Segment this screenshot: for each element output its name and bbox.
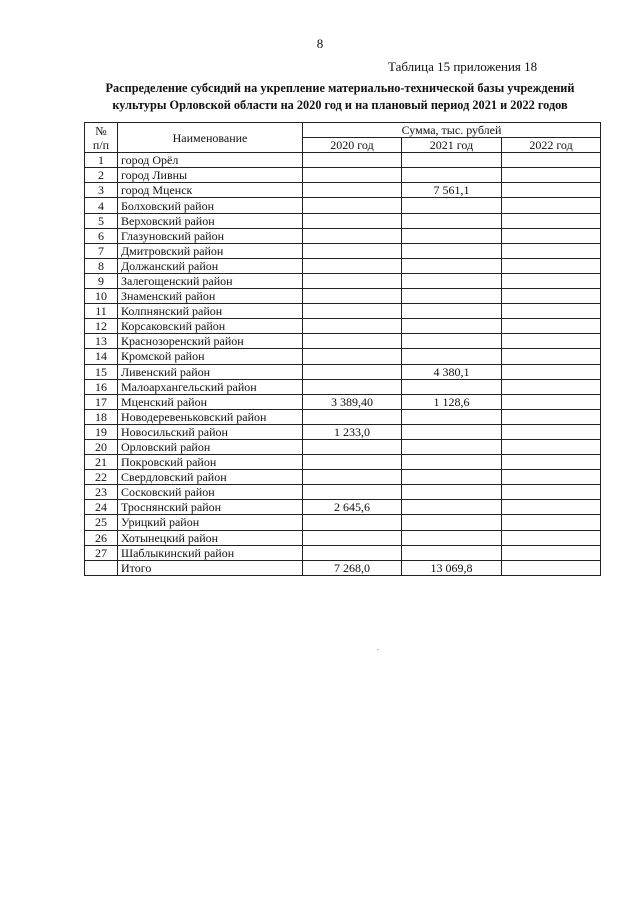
table-row bbox=[85, 228, 601, 243]
row-name: город Мценск bbox=[118, 183, 303, 198]
row-number: 18 bbox=[85, 409, 118, 424]
row-name: Малоархангельский район bbox=[118, 379, 303, 394]
row-2021 bbox=[402, 258, 502, 273]
table-row bbox=[85, 289, 601, 304]
row-2020 bbox=[303, 334, 402, 349]
header-number-line2: п/п bbox=[92, 137, 110, 152]
row-2020 bbox=[303, 213, 402, 228]
row-2021 bbox=[402, 213, 502, 228]
row-number: 21 bbox=[85, 455, 118, 470]
total-number-cell bbox=[85, 560, 118, 575]
row-2020 bbox=[303, 379, 402, 394]
row-2020 bbox=[303, 304, 402, 319]
row-number: 10 bbox=[85, 289, 118, 304]
row-2020 bbox=[303, 183, 402, 198]
row-2022 bbox=[502, 273, 601, 288]
row-2021 bbox=[402, 455, 502, 470]
row-name: Колпнянский район bbox=[118, 304, 303, 319]
row-2022 bbox=[502, 228, 601, 243]
row-name: Кромской район bbox=[118, 349, 303, 364]
row-name: Шаблыкинский район bbox=[118, 545, 303, 560]
row-2021 bbox=[402, 545, 502, 560]
row-number: 25 bbox=[85, 515, 118, 530]
row-name: Ливенский район bbox=[118, 364, 303, 379]
total-label: Итого bbox=[118, 560, 303, 575]
row-2020 bbox=[303, 364, 402, 379]
row-2020 bbox=[303, 545, 402, 560]
row-2022 bbox=[502, 439, 601, 454]
row-name: Сосковский район bbox=[118, 485, 303, 500]
table-row bbox=[85, 304, 601, 319]
total-2022 bbox=[502, 560, 601, 575]
row-2021 bbox=[402, 319, 502, 334]
row-2020 bbox=[303, 198, 402, 213]
table-row bbox=[85, 485, 601, 500]
table-row bbox=[85, 334, 601, 349]
table-row bbox=[85, 394, 601, 409]
row-2020 bbox=[303, 273, 402, 288]
row-2022 bbox=[502, 470, 601, 485]
row-2022 bbox=[502, 319, 601, 334]
row-name: Краснозоренский район bbox=[118, 334, 303, 349]
header-number bbox=[85, 123, 118, 153]
row-2021 bbox=[402, 168, 502, 183]
table-reference: Таблица 15 приложения 18 bbox=[388, 59, 538, 74]
row-2020 bbox=[303, 470, 402, 485]
row-name: Хотынецкий район bbox=[118, 530, 303, 545]
row-name: Мценский район bbox=[118, 394, 303, 409]
row-name: город Орёл bbox=[118, 153, 303, 168]
table-row bbox=[85, 198, 601, 213]
row-2022 bbox=[502, 183, 601, 198]
row-2021 bbox=[402, 500, 502, 515]
table-row bbox=[85, 530, 601, 545]
row-name: Залегощенский район bbox=[118, 273, 303, 288]
table-row bbox=[85, 409, 601, 424]
row-2022 bbox=[502, 424, 601, 439]
row-2022 bbox=[502, 394, 601, 409]
header-name: Наименование bbox=[118, 123, 303, 153]
row-2021 bbox=[402, 409, 502, 424]
table-row bbox=[85, 213, 601, 228]
row-2020 bbox=[303, 409, 402, 424]
row-number: 22 bbox=[85, 470, 118, 485]
table-row bbox=[85, 183, 601, 198]
row-number: 19 bbox=[85, 424, 118, 439]
row-number: 27 bbox=[85, 545, 118, 560]
row-name: Орловский район bbox=[118, 439, 303, 454]
row-number: 2 bbox=[85, 168, 118, 183]
row-name: Знаменский район bbox=[118, 289, 303, 304]
row-2022 bbox=[502, 258, 601, 273]
row-number: 12 bbox=[85, 319, 118, 334]
row-number: 1 bbox=[85, 153, 118, 168]
row-2022 bbox=[502, 364, 601, 379]
row-2021 bbox=[402, 379, 502, 394]
row-name: Урицкий район bbox=[118, 515, 303, 530]
row-number: 3 bbox=[85, 183, 118, 198]
row-number: 15 bbox=[85, 364, 118, 379]
table-header bbox=[85, 123, 601, 153]
row-2020 bbox=[303, 515, 402, 530]
row-2022 bbox=[502, 349, 601, 364]
row-name: Троснянский район bbox=[118, 500, 303, 515]
table-row bbox=[85, 455, 601, 470]
row-2020: 3 389,40 bbox=[303, 394, 402, 409]
row-2021 bbox=[402, 228, 502, 243]
row-2022 bbox=[502, 243, 601, 258]
document-title bbox=[80, 80, 600, 114]
row-2022 bbox=[502, 379, 601, 394]
row-2020 bbox=[303, 319, 402, 334]
scan-speck bbox=[377, 649, 379, 650]
row-2020 bbox=[303, 439, 402, 454]
row-name: город Ливны bbox=[118, 168, 303, 183]
row-2022 bbox=[502, 485, 601, 500]
row-2022 bbox=[502, 500, 601, 515]
row-name: Должанский район bbox=[118, 258, 303, 273]
table-row bbox=[85, 379, 601, 394]
row-number: 7 bbox=[85, 243, 118, 258]
row-2021 bbox=[402, 198, 502, 213]
row-2022 bbox=[502, 530, 601, 545]
row-2020 bbox=[303, 349, 402, 364]
table-row bbox=[85, 515, 601, 530]
row-2020 bbox=[303, 153, 402, 168]
row-name: Новодеревеньковский район bbox=[118, 409, 303, 424]
table-row bbox=[85, 168, 601, 183]
header-2020: 2020 год bbox=[303, 138, 402, 153]
row-2021: 4 380,1 bbox=[402, 364, 502, 379]
row-2021 bbox=[402, 273, 502, 288]
row-2020 bbox=[303, 243, 402, 258]
row-2020 bbox=[303, 455, 402, 470]
row-name: Свердловский район bbox=[118, 470, 303, 485]
row-2020 bbox=[303, 485, 402, 500]
row-2021 bbox=[402, 530, 502, 545]
row-2021 bbox=[402, 289, 502, 304]
total-2021: 13 069,8 bbox=[402, 560, 502, 575]
table-row bbox=[85, 153, 601, 168]
row-2021 bbox=[402, 304, 502, 319]
row-name: Дмитровский район bbox=[118, 243, 303, 258]
table-row bbox=[85, 319, 601, 334]
header-2021: 2021 год bbox=[402, 138, 502, 153]
subsidy-table bbox=[84, 122, 601, 576]
row-number: 13 bbox=[85, 334, 118, 349]
row-name: Покровский район bbox=[118, 455, 303, 470]
row-2022 bbox=[502, 515, 601, 530]
header-2022: 2022 год bbox=[502, 138, 601, 153]
row-number: 17 bbox=[85, 394, 118, 409]
row-number: 20 bbox=[85, 439, 118, 454]
row-2022 bbox=[502, 409, 601, 424]
row-number: 8 bbox=[85, 258, 118, 273]
row-2020 bbox=[303, 289, 402, 304]
row-2022 bbox=[502, 545, 601, 560]
row-2022 bbox=[502, 289, 601, 304]
row-2021 bbox=[402, 334, 502, 349]
title-line-2: культуры Орловской области на 2020 год и на плановый период 2021 и 2022 годов bbox=[112, 98, 568, 112]
table-row bbox=[85, 364, 601, 379]
row-2021: 7 561,1 bbox=[402, 183, 502, 198]
row-2021 bbox=[402, 349, 502, 364]
row-2022 bbox=[502, 168, 601, 183]
table-row bbox=[85, 258, 601, 273]
header-sum-group: Сумма, тыс. рублей bbox=[303, 123, 601, 138]
row-2021: 1 128,6 bbox=[402, 394, 502, 409]
row-2021 bbox=[402, 485, 502, 500]
row-number: 9 bbox=[85, 273, 118, 288]
row-number: 26 bbox=[85, 530, 118, 545]
row-2020 bbox=[303, 228, 402, 243]
row-2021 bbox=[402, 243, 502, 258]
table-row bbox=[85, 273, 601, 288]
row-number: 24 bbox=[85, 500, 118, 515]
table-row bbox=[85, 470, 601, 485]
row-number: 14 bbox=[85, 349, 118, 364]
row-name: Верховский район bbox=[118, 213, 303, 228]
row-2020: 2 645,6 bbox=[303, 500, 402, 515]
row-number: 6 bbox=[85, 228, 118, 243]
row-2020 bbox=[303, 168, 402, 183]
total-row bbox=[85, 560, 601, 575]
row-name: Корсаковский район bbox=[118, 319, 303, 334]
table-row bbox=[85, 349, 601, 364]
row-2022 bbox=[502, 334, 601, 349]
table-row bbox=[85, 439, 601, 454]
row-name: Глазуновский район bbox=[118, 228, 303, 243]
header-row-1 bbox=[85, 123, 601, 138]
row-2021 bbox=[402, 439, 502, 454]
table-body bbox=[85, 153, 601, 561]
row-2020 bbox=[303, 530, 402, 545]
row-number: 11 bbox=[85, 304, 118, 319]
row-2020 bbox=[303, 258, 402, 273]
row-2022 bbox=[502, 153, 601, 168]
row-number: 16 bbox=[85, 379, 118, 394]
row-2022 bbox=[502, 304, 601, 319]
row-2022 bbox=[502, 455, 601, 470]
row-name: Болховский район bbox=[118, 198, 303, 213]
row-number: 5 bbox=[85, 213, 118, 228]
table-row bbox=[85, 500, 601, 515]
row-2020: 1 233,0 bbox=[303, 424, 402, 439]
row-2022 bbox=[502, 198, 601, 213]
header-number-line1: № bbox=[95, 123, 107, 138]
page-number: 8 bbox=[316, 36, 324, 51]
row-number: 23 bbox=[85, 485, 118, 500]
total-2020: 7 268,0 bbox=[303, 560, 402, 575]
row-2021 bbox=[402, 515, 502, 530]
row-number: 4 bbox=[85, 198, 118, 213]
row-name: Новосильский район bbox=[118, 424, 303, 439]
row-2021 bbox=[402, 153, 502, 168]
table-row bbox=[85, 243, 601, 258]
table-row bbox=[85, 424, 601, 439]
title-line-1: Распределение субсидий на укрепление материально-технической базы учреждений bbox=[105, 81, 575, 95]
row-2021 bbox=[402, 470, 502, 485]
row-2022 bbox=[502, 213, 601, 228]
row-2021 bbox=[402, 424, 502, 439]
table-row bbox=[85, 545, 601, 560]
